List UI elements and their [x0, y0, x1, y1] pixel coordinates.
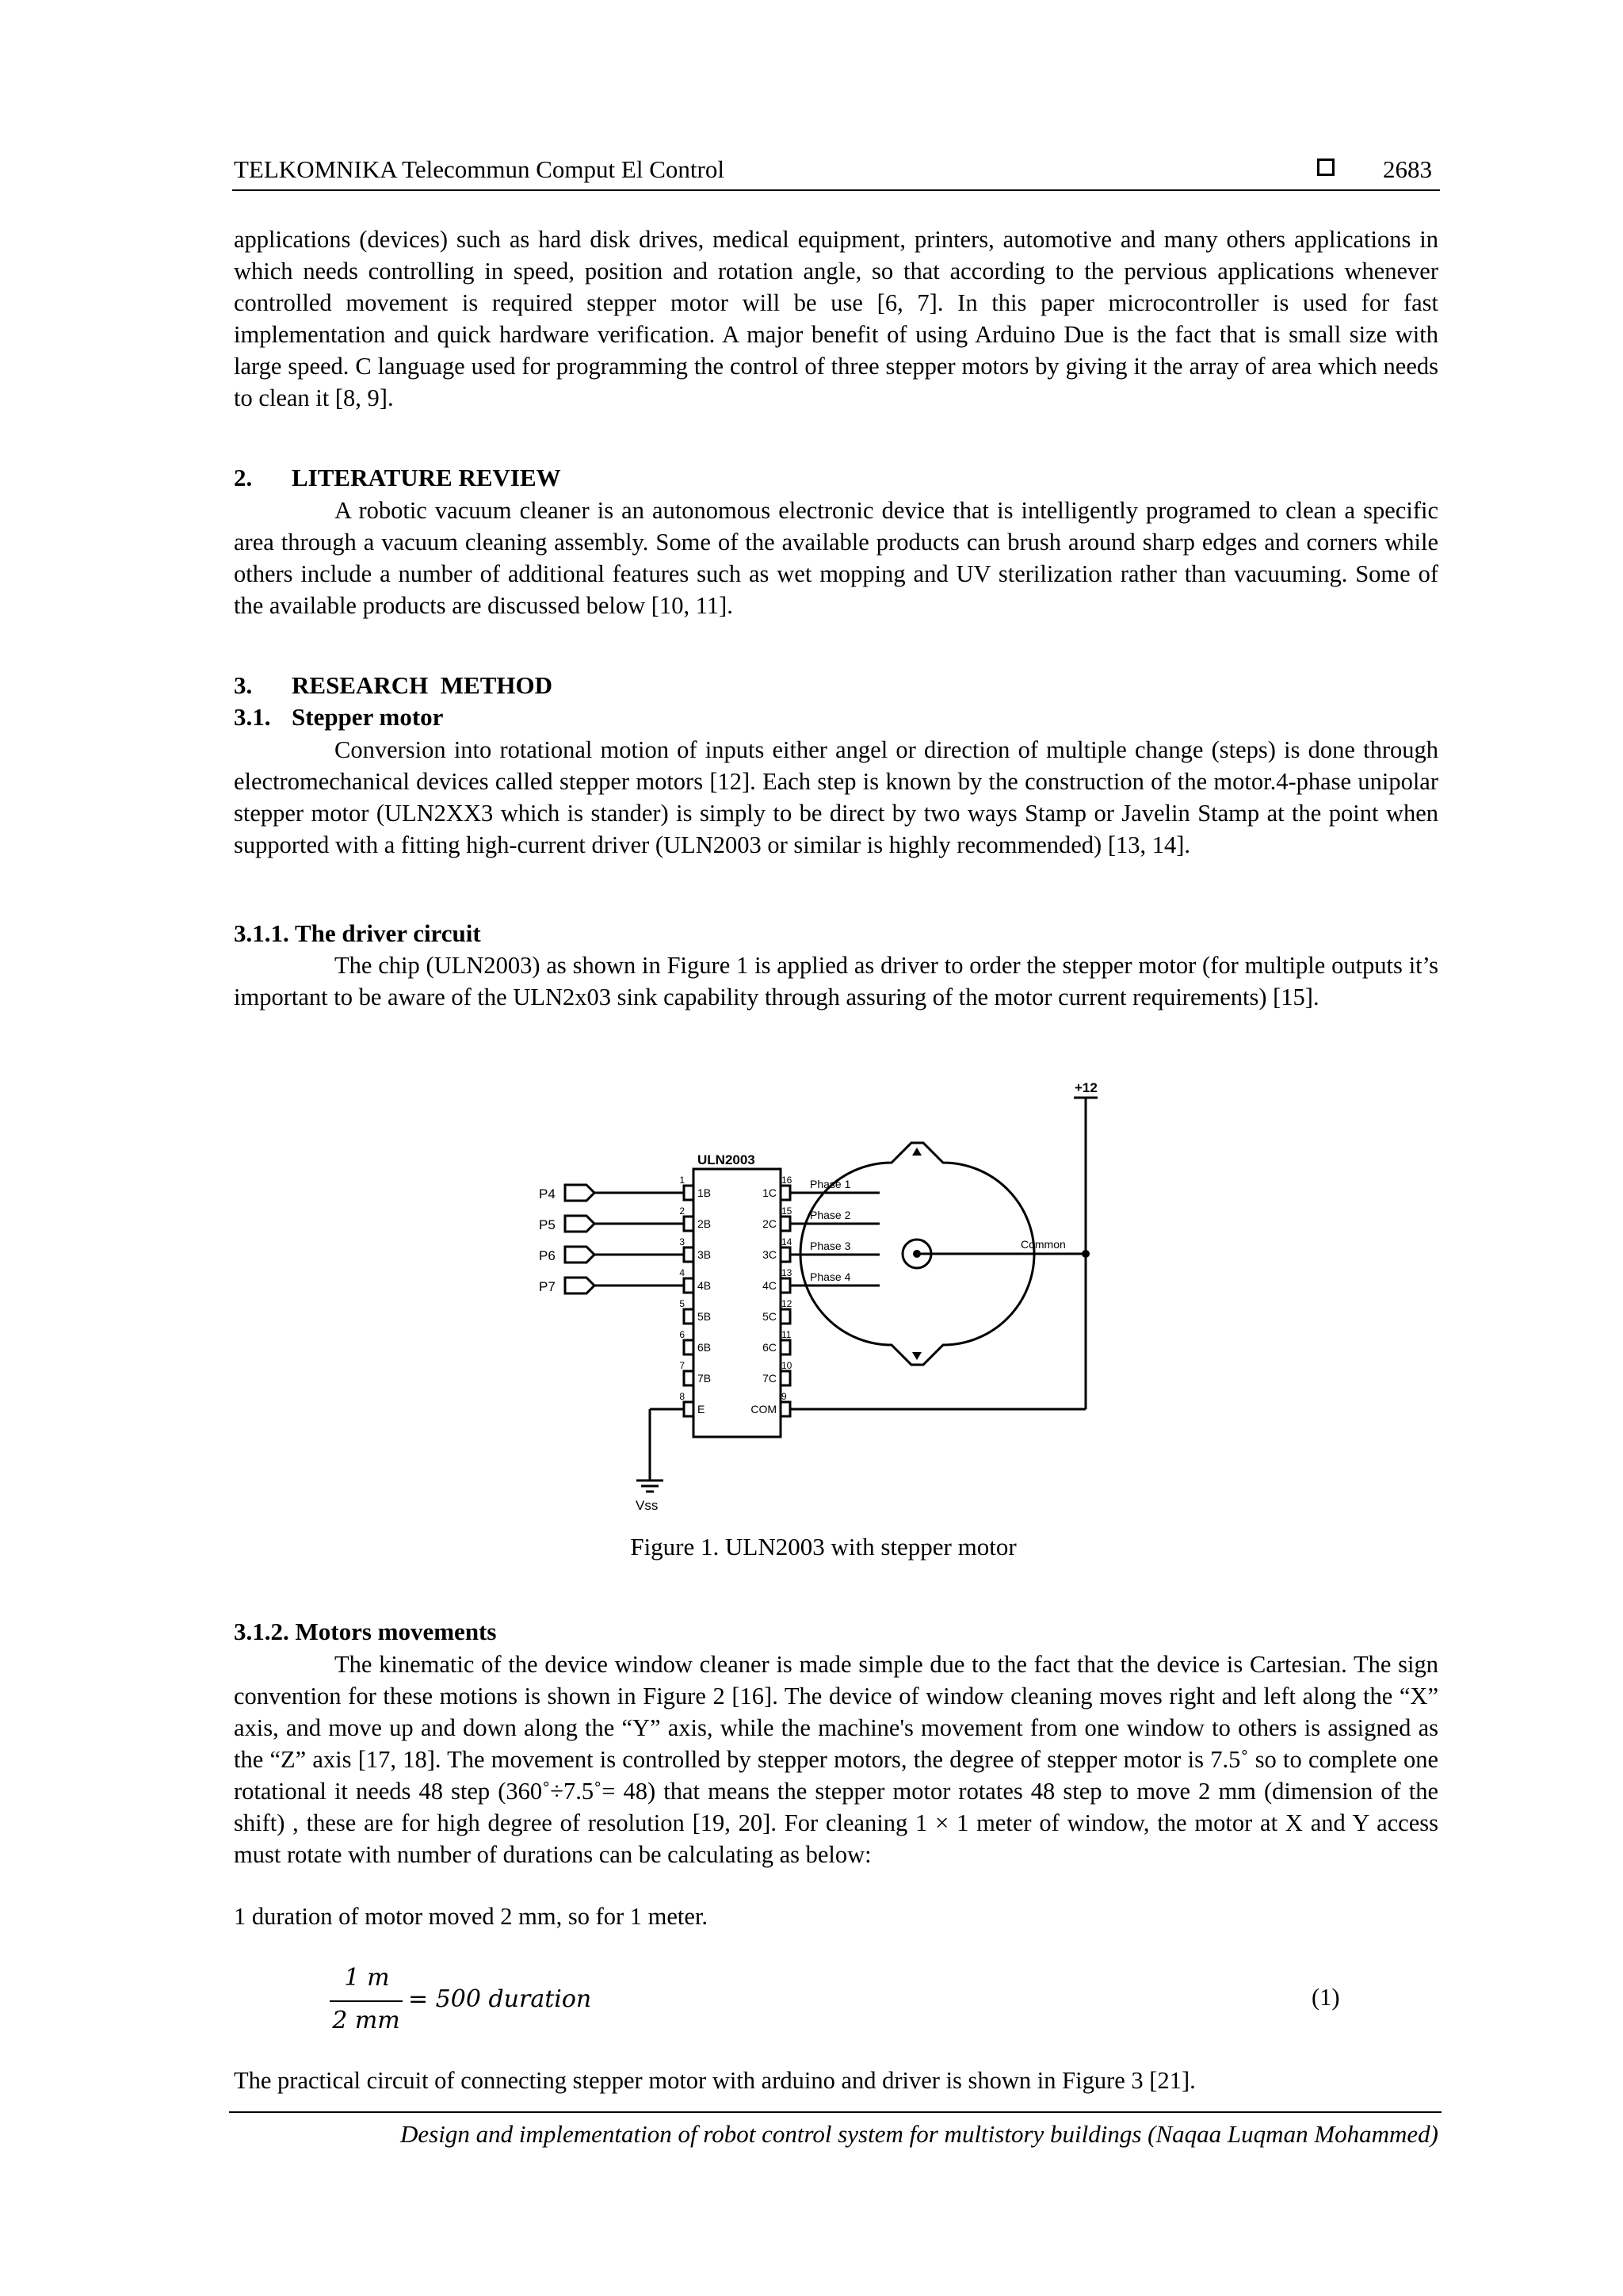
common-label: Common [1021, 1238, 1066, 1251]
equation-numerator: 1 m [344, 1964, 390, 1992]
phase-3-label: Phase 3 [810, 1240, 851, 1252]
section-2-paragraph: A robotic vacuum cleaner is an autonomous electronic device that is intelligently programed to clean a specific area through a vacuum cleaning assembly. Some of the available products can brush around sharp edges and corners while others include a number of additional features such as wet mopping and UV sterilization rather than vacuuming. Some of the available products are discussed below [10, 11]. [234, 497, 1438, 619]
subsection-3-1-2-paragraph: The kinematic of the device window cleaner is made simple due to the fact that the device is Cartesian. The sign convention for these motions is shown in Figure 2 [16]. The device of window cleaning moves right and left along the “X” axis, and move up and down along the “Y” axis, while the machine's movement from one window to others is assigned as the “Z” axis [17, 18]. The movement is controlled by stepper motors, the degree of stepper motor is 7.5˚ so to complete one rotational it needs 48 step (360˚÷7.5˚= 48) that means the stepper motor rotates 48 step to move 2 mm (dimension of the shift) , these are for high degree of resolution [19, 20]. For cleaning 1 × 1 meter of window, the motor at X and Y access must rotate with number of durations can be calculating as below: [234, 1651, 1438, 1868]
pin-2c: 2C [762, 1217, 777, 1230]
port-p4-connector [565, 1185, 594, 1201]
pin-number-5: 5 [679, 1298, 685, 1309]
section-3-number: 3. [234, 671, 253, 699]
pin-number-7: 7 [679, 1360, 685, 1371]
pin-number-2: 2 [679, 1205, 685, 1217]
footer-rule [229, 2111, 1442, 2113]
header-rule [232, 189, 1440, 191]
section-3-title: RESEARCH METHOD [292, 671, 552, 699]
pin-5c: 5C [762, 1310, 777, 1323]
subsection-3-1-number: 3.1. [234, 703, 271, 731]
figure-1-caption: Figure 1. ULN2003 with stepper motor [630, 1533, 1017, 1561]
equation-number: (1) [1312, 1984, 1340, 2011]
port-label-p5: P5 [539, 1217, 556, 1232]
pin-1b: 1B [697, 1186, 712, 1199]
pin-e: E [697, 1403, 705, 1415]
pin-6c: 6C [762, 1341, 777, 1354]
uln2003-chip-body [693, 1169, 781, 1437]
port-p6-connector [565, 1247, 594, 1263]
pin-number-3: 3 [679, 1236, 685, 1247]
duration-line: 1 duration of motor moved 2 mm, so for 1 meter. [234, 1903, 708, 1930]
ground-label: Vss [636, 1498, 659, 1513]
closing-line: The practical circuit of connecting stepper motor with arduino and driver is shown in Figure 3 [21]. [234, 2067, 1196, 2094]
pin-7b: 7B [697, 1372, 712, 1385]
port-label-p6: P6 [539, 1248, 556, 1263]
pin-3b: 3B [697, 1248, 712, 1261]
common-junction [1082, 1250, 1090, 1258]
page-number: 2683 [1383, 155, 1432, 183]
pin-5b: 5B [697, 1310, 712, 1323]
pin-2b: 2B [697, 1217, 712, 1230]
fraction-bar [330, 2000, 403, 2002]
pin-com: COM [750, 1403, 777, 1415]
pin-4b: 4B [697, 1279, 712, 1292]
pin-3c: 3C [762, 1248, 777, 1261]
pin-number-6: 6 [679, 1329, 685, 1340]
pin-number-10: 10 [781, 1360, 792, 1371]
phase-4-label: Phase 4 [810, 1270, 851, 1283]
phase-1-label: Phase 1 [810, 1178, 851, 1190]
pin-7c: 7C [762, 1372, 777, 1385]
subsection-3-1-2-title: 3.1.2. Motors movements [234, 1618, 497, 1645]
pin-6b: 6B [697, 1341, 712, 1354]
square-outline-icon [1317, 159, 1335, 176]
running-header-journal: TELKOMNIKA Telecommun Comput El Control [234, 155, 724, 183]
subsection-3-1-title: Stepper motor [292, 703, 444, 731]
pin-number-13: 13 [781, 1267, 792, 1278]
pin-number-4: 4 [679, 1267, 685, 1278]
pin-number-11: 11 [781, 1329, 792, 1340]
running-footer: Design and implementation of robot control system for multistory buildings (Naqaa Luqman Mohammed) [400, 2120, 1438, 2148]
port-p5-connector [565, 1216, 594, 1232]
uln2003-circuit-diagram [539, 1078, 1125, 1522]
subsection-3-1-paragraph: Conversion into rotational motion of inputs either angel or direction of multiple change (steps) is done through electromechanical devices called stepper motors [12]. Each step is known by the construction of the motor.4-phase unipolar stepper motor (ULN2XX3 which is stander) is simply to be direct by two ways Stamp or Javelin Stamp at the point when supported with a fitting high-current driver (ULN2003 or similar is highly recommended) [13, 14]. [234, 736, 1438, 858]
equation-rhs: = 500 duration [408, 1985, 592, 2013]
supply-label: +12 [1075, 1080, 1098, 1095]
port-label-p7: P7 [539, 1279, 556, 1294]
port-p7-connector [565, 1278, 594, 1293]
equation-denominator: 2 mm [332, 2007, 400, 2034]
section-2-title: LITERATURE REVIEW [292, 464, 561, 491]
pin-number-16: 16 [781, 1175, 792, 1186]
pin-1c: 1C [762, 1186, 777, 1199]
section-2-number: 2. [234, 464, 253, 491]
port-label-p4: P4 [539, 1186, 556, 1201]
subsection-3-1-1-paragraph: The chip (ULN2003) as shown in Figure 1 is applied as driver to order the stepper motor (for multiple outputs it’s important to be aware of the ULN2x03 sink capability through assuring of the motor current requirements) [15]. [234, 952, 1438, 1010]
pin-4c: 4C [762, 1279, 777, 1292]
pin-number-9: 9 [781, 1391, 787, 1402]
pin-number-1: 1 [679, 1175, 685, 1186]
pin-number-8: 8 [679, 1391, 685, 1402]
subsection-3-1-1-title: 3.1.1. The driver circuit [234, 919, 481, 947]
pin-number-12: 12 [781, 1298, 792, 1309]
phase-2-label: Phase 2 [810, 1209, 851, 1221]
pin-number-15: 15 [781, 1205, 792, 1217]
chip-label: ULN2003 [697, 1152, 755, 1167]
pin-number-14: 14 [781, 1236, 792, 1247]
intro-paragraph: applications (devices) such as hard disk drives, medical equipment, printers, automotive and many others applications in which needs controlling in speed, position and rotation angle, so that according to the pervious applications whenever controlled movement is required stepper motor will be use [6, 7]. In this paper microcontroller is used for fast implementation and quick hardware verification. A major benefit of using Arduino Due is the fact that is small size with large speed. C language used for programming the control of three stepper motors by giving it the array of area which needs to clean it [8, 9]. [234, 226, 1438, 411]
